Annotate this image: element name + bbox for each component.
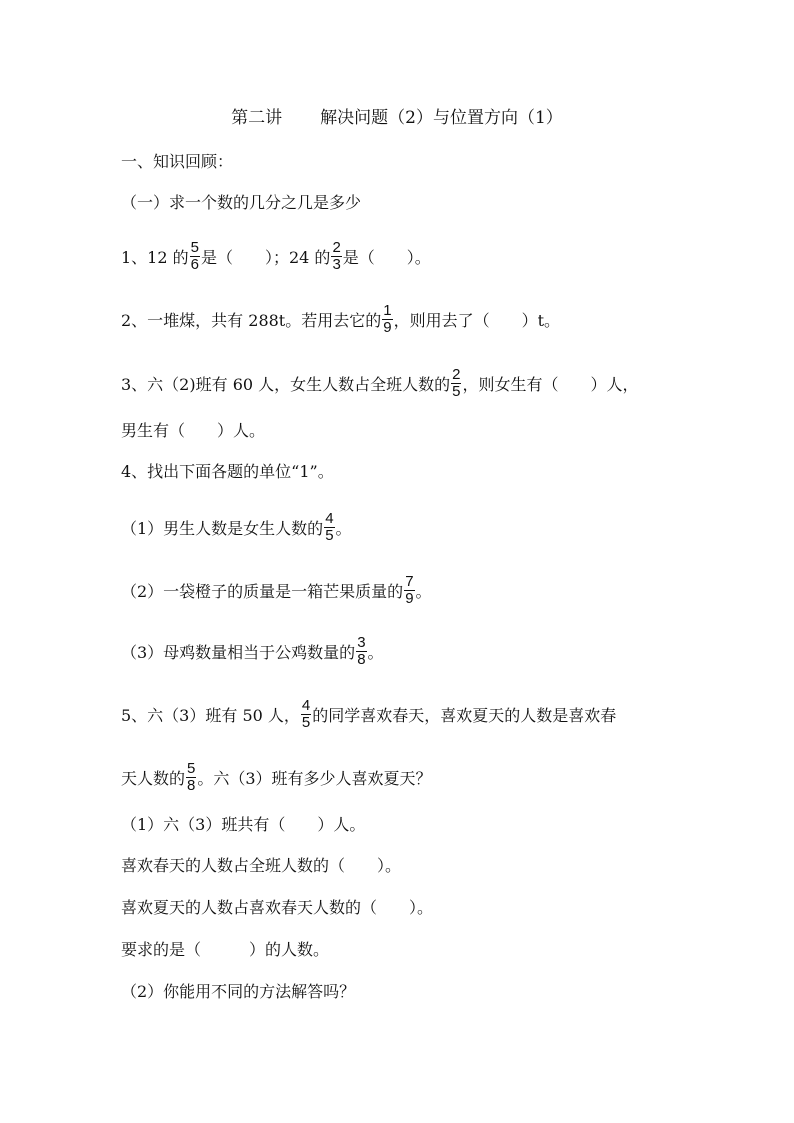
denominator: 8 xyxy=(187,777,196,794)
numerator: 5 xyxy=(187,760,196,777)
fraction xyxy=(404,574,414,607)
q5-text-d: 。六（3）班有多少人喜欢夏天？ xyxy=(197,769,432,788)
question-4-item-3 xyxy=(121,634,384,670)
period: 。 xyxy=(367,643,384,662)
section-heading: 一、知识回顾： xyxy=(121,152,234,171)
numerator: 5 xyxy=(190,239,199,256)
q2-text-b: ，则用去了（ ）t。 xyxy=(393,311,561,330)
question-4-item-1 xyxy=(121,510,352,546)
question-5-sub-2: （2）你能用不同的方法解答吗？ xyxy=(121,982,356,1001)
lecture-number: 第二讲 xyxy=(231,108,283,128)
q5-text-a: 5、六（3）班有 50 人， xyxy=(121,706,300,725)
q3-text-a: 3、六（2)班有 60 人，女生人数占全班人数的 xyxy=(121,375,451,394)
lecture-topic: 解决问题（2）与位置方向（1） xyxy=(320,108,563,128)
q3-text-b: ，则女生有（ ）人， xyxy=(462,375,639,394)
question-5-sub-1: （1）六（3）班共有（ ）人。 xyxy=(121,815,366,834)
period: 。 xyxy=(335,519,352,538)
fraction xyxy=(382,303,392,336)
fraction xyxy=(324,511,334,544)
question-5-blank-1: 喜欢春天的人数占全班人数的（ ）。 xyxy=(121,856,402,875)
question-4-item-2 xyxy=(121,573,432,609)
question-5 xyxy=(121,697,617,733)
fraction xyxy=(451,367,461,400)
question-2 xyxy=(121,302,561,338)
question-5-line-2 xyxy=(121,760,432,796)
q1-text-b: 是（ ）；24 的 xyxy=(200,248,331,267)
question-3-line-2: 男生有（ ）人。 xyxy=(121,421,266,440)
numerator: 7 xyxy=(405,573,414,590)
denominator: 5 xyxy=(452,383,461,400)
numerator: 2 xyxy=(452,366,461,383)
numerator: 3 xyxy=(357,634,366,651)
q4-item-2-text: （2）一袋橙子的质量是一箱芒果质量的 xyxy=(121,582,404,601)
numerator: 2 xyxy=(332,239,341,256)
denominator: 6 xyxy=(190,256,199,273)
question-4-heading: 4、找出下面各题的单位“1”。 xyxy=(121,462,334,481)
fraction xyxy=(331,240,341,273)
q1-text-a: 1、12 的 xyxy=(121,248,189,267)
q1-text-c: 是（ ）。 xyxy=(342,248,431,267)
denominator: 5 xyxy=(325,527,334,544)
question-5-blank-2: 喜欢夏天的人数占喜欢春天人数的（ ）。 xyxy=(121,898,434,917)
q5-text-b: 的同学喜欢春天，喜欢夏天的人数是喜欢春 xyxy=(312,706,617,725)
numerator: 4 xyxy=(301,697,311,714)
question-5-blank-3: 要求的是（ ）的人数。 xyxy=(121,940,330,959)
denominator: 9 xyxy=(405,590,414,607)
q4-item-1-text: （1）男生人数是女生人数的 xyxy=(121,519,324,538)
subsection-heading: （一）求一个数的几分之几是多少 xyxy=(121,193,362,212)
q4-item-3-text: （3）母鸡数量相当于公鸡数量的 xyxy=(121,643,356,662)
fraction xyxy=(190,240,200,273)
numerator: 4 xyxy=(325,510,334,527)
q5-text-c: 天人数的 xyxy=(121,769,186,788)
fraction xyxy=(356,635,366,668)
question-1 xyxy=(121,239,431,275)
denominator: 8 xyxy=(357,651,366,668)
page-title xyxy=(0,108,794,128)
fraction xyxy=(186,761,196,794)
fraction xyxy=(301,698,311,731)
denominator: 9 xyxy=(383,319,392,336)
period: 。 xyxy=(415,582,432,601)
numerator: 1 xyxy=(383,302,392,319)
denominator: 5 xyxy=(301,714,311,731)
question-3 xyxy=(121,366,639,402)
denominator: 3 xyxy=(332,256,341,273)
q2-text-a: 2、一堆煤，共有 288t。若用去它的 xyxy=(121,311,382,330)
